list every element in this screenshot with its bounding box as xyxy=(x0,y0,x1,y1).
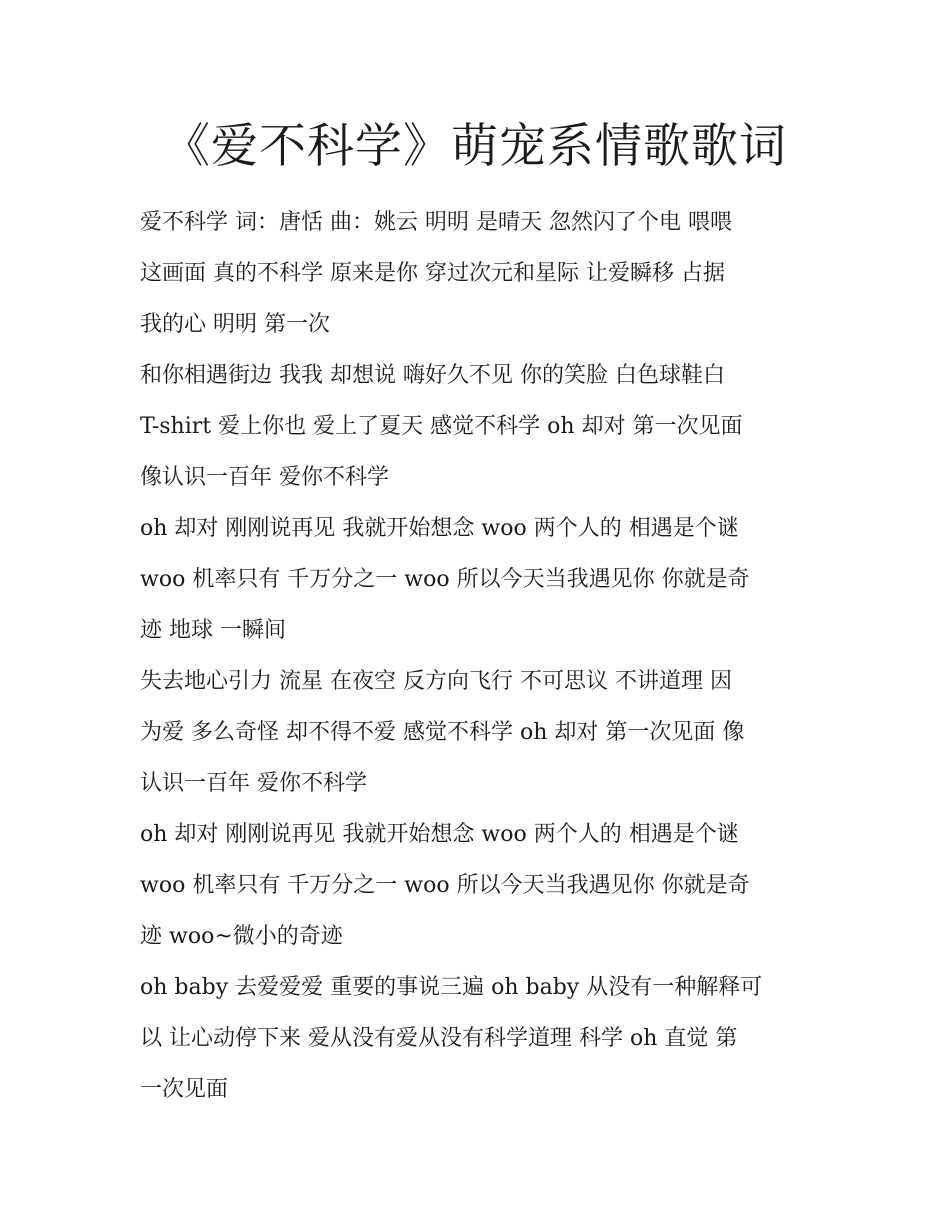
lyrics-paragraph xyxy=(140,962,812,1115)
lyrics-line: woo 机率只有 千万分之一 woo 所以今天当我遇见你 你就是奇 xyxy=(140,567,750,592)
page-title: 《爱不科学》萌宠系情歌歌词 xyxy=(163,119,787,174)
lyrics-line: oh 却对 刚刚说再见 我就开始想念 woo 两个人的 相遇是个谜 xyxy=(140,822,739,847)
lyrics-paragraph xyxy=(140,503,812,656)
lyrics-line: 和你相遇街边 我我 却想说 嗨好久不见 你的笑脸 白色球鞋白 xyxy=(140,363,725,388)
lyrics-line: 失去地心引力 流星 在夜空 反方向飞行 不可思议 不讲道理 因 xyxy=(140,669,732,694)
lyrics-line: oh 却对 刚刚说再见 我就开始想念 woo 两个人的 相遇是个谜 xyxy=(140,516,739,541)
lyrics-line: 迹 地球 一瞬间 xyxy=(140,618,286,643)
lyrics-line: woo 机率只有 千万分之一 woo 所以今天当我遇见你 你就是奇 xyxy=(140,873,750,898)
lyrics-line: T-shirt 爱上你也 爱上了夏天 感觉不科学 oh 却对 第一次见面 xyxy=(140,414,743,439)
lyrics-line: 迹 woo~微小的奇迹 xyxy=(140,924,343,949)
lyrics-line: 认识一百年 爱你不科学 xyxy=(140,771,367,796)
lyrics-line: 我的心 明明 第一次 xyxy=(140,312,330,337)
lyrics-paragraph xyxy=(140,197,812,350)
lyrics-paragraph xyxy=(140,350,812,503)
lyrics-line: 一次见面 xyxy=(140,1077,229,1102)
lyrics-body xyxy=(140,197,812,1115)
lyrics-paragraph xyxy=(140,809,812,962)
lyrics-line: 爱不科学 词：唐恬 曲：姚云 明明 是晴天 忽然闪了个电 喂喂 xyxy=(140,210,732,235)
lyrics-line: oh baby 去爱爱爱 重要的事说三遍 oh baby 从没有一种解释可 xyxy=(140,975,763,1000)
lyrics-line: 这画面 真的不科学 原来是你 穿过次元和星际 让爱瞬移 占据 xyxy=(140,261,725,286)
lyrics-paragraph xyxy=(140,656,812,809)
lyrics-line: 为爱 多么奇怪 却不得不爱 感觉不科学 oh 却对 第一次见面 像 xyxy=(140,720,745,745)
lyrics-line: 以 让心动停下来 爱从没有爱从没有科学道理 科学 oh 直觉 第 xyxy=(140,1026,738,1051)
lyrics-line: 像认识一百年 爱你不科学 xyxy=(140,465,389,490)
